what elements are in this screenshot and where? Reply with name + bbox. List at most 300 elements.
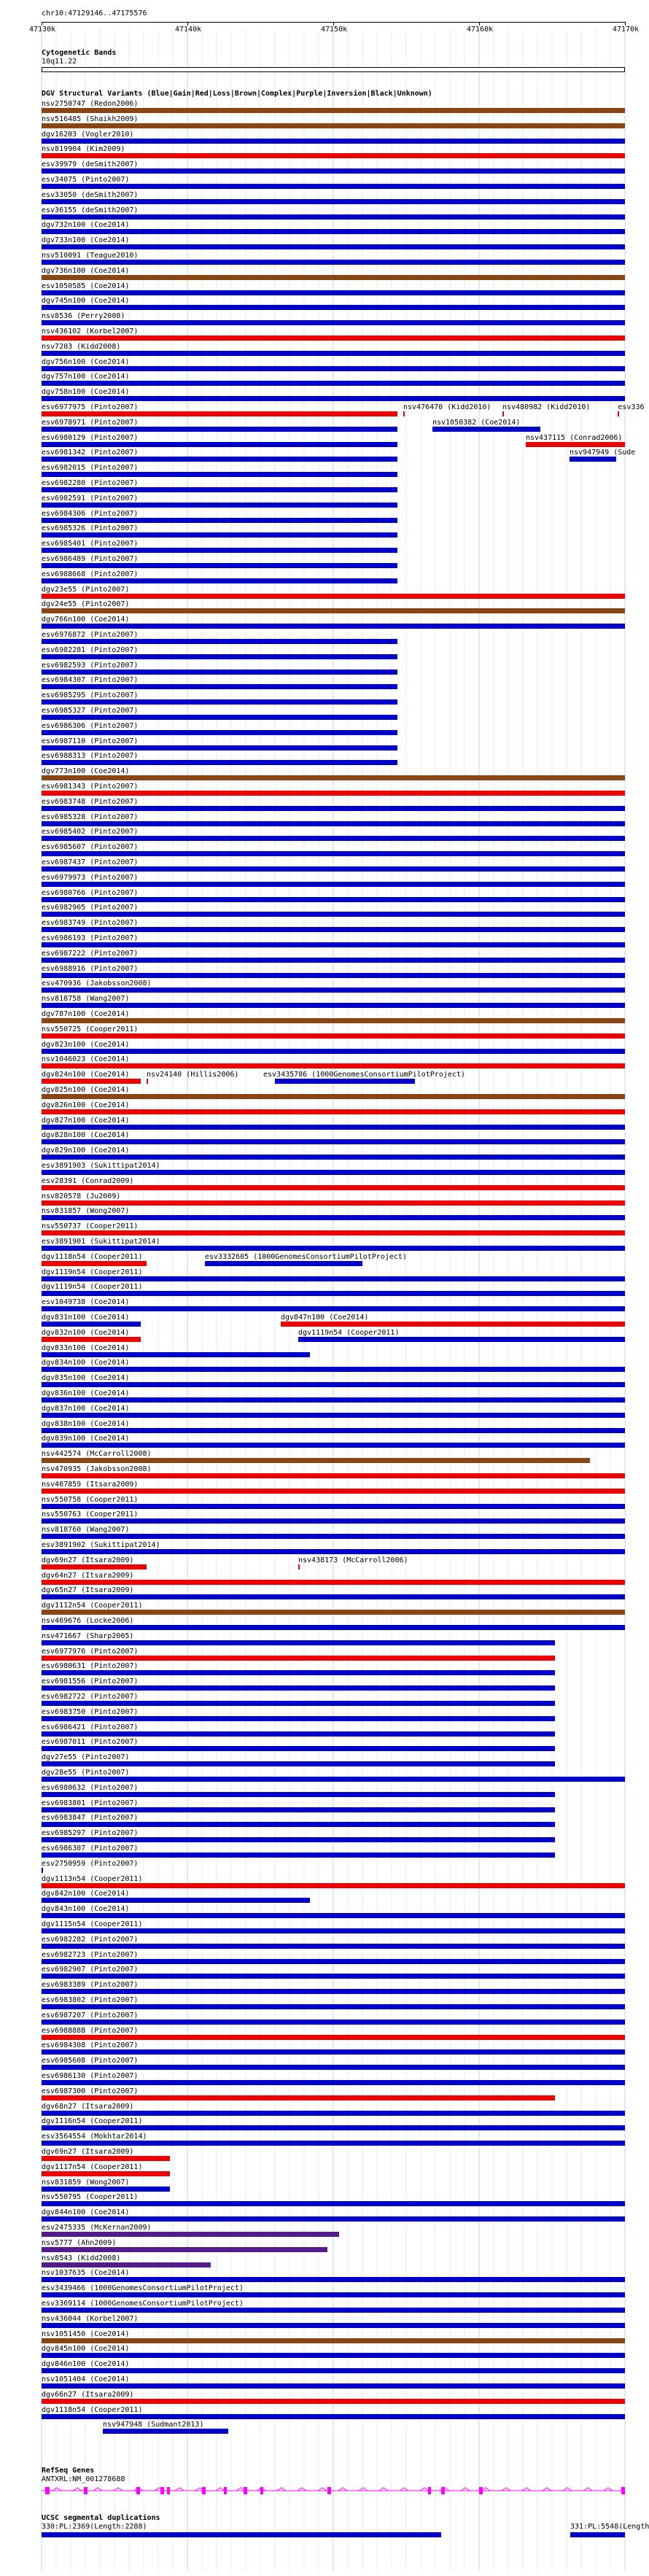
dgv-variant-label[interactable]: nsv550763 (Cooper2011) xyxy=(42,1510,139,1519)
dgv-variant-bar[interactable] xyxy=(42,1746,555,1751)
dgv-variant-label[interactable]: esv2475335 (McKernan2009) xyxy=(42,2224,152,2232)
dgv-variant-bar[interactable] xyxy=(618,411,619,416)
dgv-variant-label[interactable]: dgv842n100 (Coe2014) xyxy=(42,1890,130,1898)
exon-block[interactable] xyxy=(167,2487,170,2494)
dgv-variant-label[interactable]: nsv480982 (Kidd2010) xyxy=(502,403,591,411)
dgv-variant-bar[interactable] xyxy=(42,1200,625,1206)
dgv-variant-label[interactable]: esv6986421 (Pinto2007) xyxy=(42,1723,139,1731)
dgv-variant-bar[interactable] xyxy=(42,775,625,780)
dgv-variant-label[interactable]: esv1049738 (Coe2014) xyxy=(42,1298,130,1307)
exon-block[interactable] xyxy=(621,2487,625,2494)
dgv-variant-bar[interactable] xyxy=(42,1079,141,1084)
dgv-variant-bar[interactable] xyxy=(42,427,397,432)
dgv-variant-bar[interactable] xyxy=(42,1898,310,1903)
dgv-variant-label[interactable]: esv6979973 (Pinto2007) xyxy=(42,873,139,882)
dgv-variant-label[interactable]: dgv834n100 (Coe2014) xyxy=(42,1359,130,1367)
dgv-variant-bar[interactable] xyxy=(42,260,625,265)
dgv-variant-bar[interactable] xyxy=(42,487,397,492)
dgv-variant-label[interactable]: nsv947948 (Sudmant2013) xyxy=(103,2421,204,2429)
dgv-variant-bar[interactable] xyxy=(42,730,397,735)
dgv-variant-label[interactable]: nsv470935 (Jakobsson2008) xyxy=(42,1465,152,1473)
dgv-variant-bar[interactable] xyxy=(42,366,625,371)
cyto-band-bar[interactable] xyxy=(42,67,625,72)
dgv-variant-label[interactable]: dgv773n100 (Coe2014) xyxy=(42,767,130,776)
dgv-variant-label[interactable]: nsv820578 (Ju2009) xyxy=(42,1192,121,1200)
exon-block[interactable] xyxy=(441,2487,445,2494)
dgv-variant-bar[interactable] xyxy=(42,2383,625,2389)
dgv-variant-bar[interactable] xyxy=(205,1261,362,1266)
dgv-variant-label[interactable]: dgv736n100 (Coe2014) xyxy=(42,266,130,275)
dgv-variant-label[interactable]: nsv469676 (Locke2006) xyxy=(42,1617,134,1625)
dgv-variant-label[interactable]: nsv8543 (Kidd2008) xyxy=(42,2254,121,2262)
dgv-variant-label[interactable]: nsv1051450 (Coe2014) xyxy=(42,2329,130,2338)
dgv-variant-label[interactable]: dgv24e55 (Pinto2007) xyxy=(42,600,130,609)
ucsc-left-label[interactable]: 330:PL:2369(Length:2288) xyxy=(42,2523,147,2531)
dgv-variant-bar[interactable] xyxy=(42,1489,625,1494)
dgv-variant-bar[interactable] xyxy=(526,442,625,447)
dgv-variant-bar[interactable] xyxy=(42,2035,625,2040)
dgv-variant-bar[interactable] xyxy=(42,1413,625,1418)
dgv-variant-label[interactable]: esv470936 (Jakobsson2008) xyxy=(42,979,152,988)
dgv-variant-bar[interactable] xyxy=(42,958,625,963)
dgv-variant-bar[interactable] xyxy=(42,168,625,174)
dgv-variant-label[interactable]: esv6985607 (Pinto2007) xyxy=(42,843,139,852)
refseq-gene-model[interactable] xyxy=(42,2483,625,2498)
dgv-variant-bar[interactable] xyxy=(42,851,625,856)
dgv-variant-bar[interactable] xyxy=(42,745,397,750)
dgv-variant-label[interactable]: dgv826n100 (Coe2014) xyxy=(42,1101,130,1109)
dgv-variant-bar[interactable] xyxy=(42,153,625,158)
dgv-variant-bar[interactable] xyxy=(42,1868,43,1873)
dgv-variant-bar[interactable] xyxy=(42,942,625,947)
dgv-variant-bar[interactable] xyxy=(42,1033,625,1039)
dgv-variant-bar[interactable] xyxy=(42,1306,625,1311)
dgv-variant-bar[interactable] xyxy=(42,1170,625,1175)
dgv-variant-bar[interactable] xyxy=(42,2232,339,2237)
dgv-variant-label[interactable]: esv6985295 (Pinto2007) xyxy=(42,691,139,700)
dgv-variant-label[interactable]: esv6984308 (Pinto2007) xyxy=(42,2041,139,2050)
dgv-variant-bar[interactable] xyxy=(42,1291,625,1296)
dgv-variant-label[interactable]: nsv442574 (McCarroll2008) xyxy=(42,1450,152,1459)
dgv-variant-label[interactable]: esv6985327 (Pinto2007) xyxy=(42,707,139,715)
dgv-variant-bar[interactable] xyxy=(42,1974,625,1979)
dgv-variant-bar[interactable] xyxy=(42,1685,555,1691)
exon-block[interactable] xyxy=(428,2487,431,2494)
dgv-variant-label[interactable]: esv6986306 (Pinto2007) xyxy=(42,721,139,730)
dgv-variant-label[interactable]: esv33050 (deSmith2007) xyxy=(42,190,139,199)
dgv-variant-label[interactable]: dgv832n100 (Coe2014) xyxy=(42,1328,130,1337)
dgv-variant-label[interactable]: dgv838n100 (Coe2014) xyxy=(42,1419,130,1428)
dgv-variant-bar[interactable] xyxy=(42,1003,625,1008)
dgv-variant-bar[interactable] xyxy=(42,2368,625,2373)
dgv-variant-bar[interactable] xyxy=(42,973,625,978)
dgv-variant-label[interactable]: dgv1116n54 (Cooper2011) xyxy=(42,2117,143,2126)
dgv-variant-label[interactable]: nsv7203 (Kidd2008) xyxy=(42,342,121,351)
dgv-variant-bar[interactable] xyxy=(42,335,625,341)
dgv-variant-bar[interactable] xyxy=(42,1701,555,1706)
dgv-variant-label[interactable]: esv3891902 (Sukittipat2014) xyxy=(42,1541,160,1549)
dgv-variant-bar[interactable] xyxy=(42,1397,625,1403)
dgv-variant-bar[interactable] xyxy=(42,639,397,644)
dgv-variant-label[interactable]: esv6982280 (Pinto2007) xyxy=(42,479,139,487)
exon-block[interactable] xyxy=(160,2487,164,2494)
dgv-variant-label[interactable]: nsv2750747 (Redon2006) xyxy=(42,100,139,108)
dgv-variant-bar[interactable] xyxy=(42,2171,170,2176)
dgv-variant-label[interactable]: nsv819904 (Kim2009) xyxy=(42,145,125,154)
exon-block[interactable] xyxy=(224,2487,227,2494)
dgv-variant-label[interactable]: esv6988888 (Pinto2007) xyxy=(42,2026,139,2035)
dgv-variant-label[interactable]: esv6985328 (Pinto2007) xyxy=(42,812,139,821)
dgv-variant-label[interactable]: esv6982722 (Pinto2007) xyxy=(42,1693,139,1701)
dgv-variant-bar[interactable] xyxy=(42,654,397,659)
dgv-variant-label[interactable]: esv6987222 (Pinto2007) xyxy=(42,949,139,958)
dgv-variant-label[interactable]: esv3891903 (Sukittipat2014) xyxy=(42,1162,160,1170)
dgv-variant-bar[interactable] xyxy=(281,1322,625,1327)
dgv-variant-bar[interactable] xyxy=(42,1504,625,1509)
dgv-variant-label[interactable]: esv6982723 (Pinto2007) xyxy=(42,1950,139,1959)
dgv-variant-bar[interactable] xyxy=(42,1944,625,1949)
dgv-variant-label[interactable]: dgv758n100 (Coe2014) xyxy=(42,388,130,397)
dgv-variant-label[interactable]: esv6981556 (Pinto2007) xyxy=(42,1677,139,1686)
dgv-variant-label[interactable]: esv6985402 (Pinto2007) xyxy=(42,828,139,837)
dgv-variant-label[interactable]: esv6987437 (Pinto2007) xyxy=(42,858,139,866)
dgv-variant-bar[interactable] xyxy=(42,1837,555,1842)
dgv-variant-label[interactable]: esv6987110 (Pinto2007) xyxy=(42,737,139,745)
dgv-variant-bar[interactable] xyxy=(42,2187,170,2192)
dgv-variant-bar[interactable] xyxy=(42,988,625,993)
dgv-variant-bar[interactable] xyxy=(42,2399,625,2404)
cyto-band-label[interactable]: 10q11.22 xyxy=(42,58,77,66)
dgv-variant-label[interactable]: dgv1118n54 (Cooper2011) xyxy=(42,1252,143,1261)
dgv-variant-bar[interactable] xyxy=(42,1352,310,1357)
dgv-variant-bar[interactable] xyxy=(42,1822,555,1827)
dgv-variant-label[interactable]: esv6978971 (Pinto2007) xyxy=(42,418,139,427)
dgv-variant-label[interactable]: nsv1050382 (Coe2014) xyxy=(432,418,521,427)
dgv-variant-label[interactable]: esv2750959 (Pinto2007) xyxy=(42,1859,139,1868)
dgv-variant-bar[interactable] xyxy=(42,518,397,523)
dgv-variant-bar[interactable] xyxy=(42,1580,625,1585)
dgv-variant-bar[interactable] xyxy=(42,670,397,675)
dgv-variant-label[interactable]: esv6984306 (Pinto2007) xyxy=(42,509,139,518)
dgv-variant-label[interactable]: nsv550737 (Cooper2011) xyxy=(42,1222,139,1231)
dgv-variant-bar[interactable] xyxy=(42,1594,625,1599)
dgv-variant-bar[interactable] xyxy=(42,821,625,826)
dgv-variant-label[interactable]: dgv23e55 (Pinto2007) xyxy=(42,585,130,594)
dgv-variant-label[interactable]: esv6980766 (Pinto2007) xyxy=(42,888,139,897)
dgv-variant-label[interactable]: nsv831857 (Wong2007) xyxy=(42,1207,130,1216)
dgv-variant-label[interactable]: nsv831859 (Wong2007) xyxy=(42,2178,130,2187)
dgv-variant-bar[interactable] xyxy=(42,791,625,796)
dgv-variant-label[interactable]: esv3439466 (1000GenomesConsortiumPilotProject) xyxy=(42,2284,244,2293)
dgv-variant-bar[interactable] xyxy=(275,1079,415,1084)
dgv-variant-bar[interactable] xyxy=(42,184,625,189)
dgv-variant-bar[interactable] xyxy=(42,806,625,811)
dgv-variant-bar[interactable] xyxy=(42,624,625,629)
dgv-variant-label[interactable]: esv6980631 (Pinto2007) xyxy=(42,1662,139,1671)
dgv-variant-label[interactable]: esv6983749 (Pinto2007) xyxy=(42,919,139,928)
dgv-variant-bar[interactable] xyxy=(42,1534,625,1539)
dgv-variant-label[interactable]: dgv756n100 (Coe2014) xyxy=(42,357,130,366)
dgv-variant-label[interactable]: dgv1118n54 (Cooper2011) xyxy=(42,2405,143,2414)
dgv-variant-bar[interactable] xyxy=(42,1989,625,1994)
dgv-variant-label[interactable]: esv6983750 (Pinto2007) xyxy=(42,1707,139,1716)
dgv-variant-bar[interactable] xyxy=(42,1443,625,1448)
dgv-variant-label[interactable]: esv3891901 (Sukittipat2014) xyxy=(42,1238,160,1246)
dgv-variant-label[interactable]: dgv65n27 (Itsara2009) xyxy=(42,1586,134,1595)
exon-block[interactable] xyxy=(479,2487,483,2494)
dgv-variant-bar[interactable] xyxy=(42,2095,555,2100)
dgv-variant-bar[interactable] xyxy=(42,244,625,249)
dgv-variant-bar[interactable] xyxy=(42,1261,147,1266)
dgv-variant-bar[interactable] xyxy=(42,1549,625,1554)
dgv-variant-label[interactable]: nsv436102 (Korbel2007) xyxy=(42,327,139,335)
dgv-variant-bar[interactable] xyxy=(403,411,405,416)
dgv-variant-bar[interactable] xyxy=(42,927,625,932)
dgv-variant-label[interactable]: esv36155 (deSmith2007) xyxy=(42,206,139,214)
dgv-variant-bar[interactable] xyxy=(42,1109,625,1114)
dgv-variant-bar[interactable] xyxy=(42,1018,625,1023)
dgv-variant-bar[interactable] xyxy=(42,2323,625,2328)
dgv-variant-label[interactable]: dgv733n100 (Coe2014) xyxy=(42,236,130,245)
dgv-variant-bar[interactable] xyxy=(42,2065,625,2070)
dgv-variant-bar[interactable] xyxy=(42,1610,625,1615)
dgv-variant-bar[interactable] xyxy=(42,1094,625,1099)
exon-block[interactable] xyxy=(45,2487,50,2494)
dgv-variant-label[interactable]: esv6983389 (Pinto2007) xyxy=(42,1981,139,1990)
dgv-variant-label[interactable]: dgv845n100 (Coe2014) xyxy=(42,2345,130,2354)
exon-block[interactable] xyxy=(202,2487,206,2494)
dgv-variant-label[interactable]: esv336 xyxy=(618,403,645,411)
dgv-variant-bar[interactable] xyxy=(42,2308,625,2313)
dgv-variant-bar[interactable] xyxy=(42,2414,625,2419)
dgv-variant-label[interactable]: esv6986307 (Pinto2007) xyxy=(42,1844,139,1853)
dgv-variant-label[interactable]: dgv824n100 (Coe2014) xyxy=(42,1071,130,1079)
dgv-variant-bar[interactable] xyxy=(42,108,625,113)
dgv-variant-bar[interactable] xyxy=(42,608,625,613)
dgv-variant-label[interactable]: nsv550725 (Cooper2011) xyxy=(42,1025,139,1033)
dgv-variant-label[interactable]: esv39979 (deSmith2007) xyxy=(42,160,139,169)
dgv-variant-label[interactable]: esv34075 (Pinto2007) xyxy=(42,176,130,184)
dgv-variant-bar[interactable] xyxy=(42,472,397,477)
dgv-variant-bar[interactable] xyxy=(42,1564,147,1570)
dgv-variant-bar[interactable] xyxy=(42,684,397,689)
dgv-variant-label[interactable]: dgv16203 (Vogler2010) xyxy=(42,130,134,139)
dgv-variant-bar[interactable] xyxy=(42,1322,141,1327)
dgv-variant-bar[interactable] xyxy=(298,1564,300,1570)
dgv-variant-bar[interactable] xyxy=(42,1428,625,1433)
exon-block[interactable] xyxy=(84,2487,88,2494)
dgv-variant-bar[interactable] xyxy=(42,2049,625,2055)
dgv-variant-bar[interactable] xyxy=(42,1246,625,1251)
ucsc-left-bar[interactable] xyxy=(42,2532,441,2537)
dgv-variant-label[interactable]: nsv1046023 (Coe2014) xyxy=(42,1055,130,1064)
dgv-variant-bar[interactable] xyxy=(42,1276,625,1281)
dgv-variant-label[interactable]: esv6980129 (Pinto2007) xyxy=(42,433,139,442)
dgv-variant-bar[interactable] xyxy=(298,1337,625,1342)
dgv-variant-label[interactable]: esv6983748 (Pinto2007) xyxy=(42,797,139,806)
dgv-variant-label[interactable]: esv6988916 (Pinto2007) xyxy=(42,964,139,973)
dgv-variant-bar[interactable] xyxy=(42,2201,625,2206)
dgv-variant-bar[interactable] xyxy=(42,2156,170,2161)
dgv-variant-bar[interactable] xyxy=(42,1853,555,1858)
dgv-variant-label[interactable]: esv6985326 (Pinto2007) xyxy=(42,524,139,533)
dgv-variant-label[interactable]: dgv847n100 (Coe2014) xyxy=(281,1314,369,1322)
dgv-variant-label[interactable]: dgv843n100 (Coe2014) xyxy=(42,1905,130,1914)
dgv-variant-bar[interactable] xyxy=(42,1883,625,1888)
dgv-variant-label[interactable]: dgv757n100 (Coe2014) xyxy=(42,373,130,381)
dgv-variant-bar[interactable] xyxy=(42,2247,327,2252)
dgv-variant-bar[interactable] xyxy=(42,1155,625,1160)
dgv-variant-bar[interactable] xyxy=(42,290,625,295)
dgv-variant-label[interactable]: dgv68n27 (Itsara2009) xyxy=(42,2102,134,2111)
dgv-variant-label[interactable]: nsv471667 (Sharp2005) xyxy=(42,1632,134,1640)
dgv-variant-label[interactable]: dgv844n100 (Coe2014) xyxy=(42,2208,130,2217)
dgv-variant-label[interactable]: nsv510091 (Teague2010) xyxy=(42,252,139,260)
dgv-variant-bar[interactable] xyxy=(42,532,397,538)
dgv-variant-bar[interactable] xyxy=(42,1063,625,1068)
dgv-variant-bar[interactable] xyxy=(42,199,625,204)
dgv-variant-label[interactable]: esv6987011 (Pinto2007) xyxy=(42,1738,139,1747)
dgv-variant-label[interactable]: dgv1112n54 (Cooper2011) xyxy=(42,1602,143,1610)
refseq-track-title[interactable]: RefSeq Genes xyxy=(42,2467,95,2475)
dgv-variant-label[interactable]: nsv438173 (McCarroll2006) xyxy=(298,1556,408,1564)
dgv-variant-bar[interactable] xyxy=(42,699,397,705)
dgv-variant-label[interactable]: esv3332605 (1000GenomesConsortiumPilotProject) xyxy=(205,1252,407,1261)
dgv-variant-label[interactable]: dgv1119n54 (Cooper2011) xyxy=(42,1268,143,1276)
ucsc-right-bar[interactable] xyxy=(570,2532,625,2537)
dgv-variant-bar[interactable] xyxy=(42,275,625,280)
dgv-variant-label[interactable]: dgv835n100 (Coe2014) xyxy=(42,1374,130,1383)
ucsc-track-title[interactable]: UCSC segmental duplications xyxy=(42,2514,160,2522)
dgv-variant-bar[interactable] xyxy=(42,594,625,599)
exon-block[interactable] xyxy=(136,2487,140,2494)
dgv-variant-label[interactable]: dgv732n100 (Coe2014) xyxy=(42,221,130,230)
dgv-variant-label[interactable]: esv6982281 (Pinto2007) xyxy=(42,645,139,654)
dgv-variant-label[interactable]: nsv1037635 (Coe2014) xyxy=(42,2269,130,2278)
dgv-variant-bar[interactable] xyxy=(42,2292,625,2297)
dgv-variant-label[interactable]: esv3435786 (1000GenomesConsortiumPilotProject) xyxy=(263,1071,465,1079)
dgv-variant-bar[interactable] xyxy=(42,882,625,887)
dgv-variant-label[interactable]: esv6983802 (Pinto2007) xyxy=(42,1996,139,2004)
dgv-variant-label[interactable]: nsv550795 (Cooper2011) xyxy=(42,2193,139,2202)
dgv-variant-bar[interactable] xyxy=(42,1367,625,1372)
dgv-variant-bar[interactable] xyxy=(42,2262,211,2267)
dgv-variant-label[interactable]: esv6982907 (Pinto2007) xyxy=(42,1966,139,1974)
dgv-variant-label[interactable]: nsv516485 (Shaikh2009) xyxy=(42,115,139,123)
dgv-variant-bar[interactable] xyxy=(42,442,397,447)
dgv-variant-bar[interactable] xyxy=(42,139,625,144)
dgv-variant-label[interactable]: dgv69n27 (Itsara2009) xyxy=(42,2148,134,2156)
dgv-variant-bar[interactable] xyxy=(42,381,625,386)
dgv-variant-label[interactable]: esv6984307 (Pinto2007) xyxy=(42,676,139,685)
dgv-variant-label[interactable]: dgv836n100 (Coe2014) xyxy=(42,1389,130,1397)
exon-block[interactable] xyxy=(260,2487,263,2494)
dgv-variant-bar[interactable] xyxy=(42,1716,555,1721)
dgv-variant-label[interactable]: dgv828n100 (Coe2014) xyxy=(42,1131,130,1140)
dgv-variant-label[interactable]: esv6976872 (Pinto2007) xyxy=(42,631,139,639)
dgv-variant-label[interactable]: nsv1051404 (Coe2014) xyxy=(42,2375,130,2383)
dgv-variant-bar[interactable] xyxy=(42,715,397,720)
dgv-variant-label[interactable]: nsv8536 (Perry2008) xyxy=(42,312,125,321)
dgv-variant-label[interactable]: esv6985297 (Pinto2007) xyxy=(42,1829,139,1838)
dgv-variant-bar[interactable] xyxy=(42,2080,625,2085)
exon-block[interactable] xyxy=(327,2487,331,2494)
dgv-variant-label[interactable]: dgv823n100 (Coe2014) xyxy=(42,1040,130,1049)
dgv-variant-bar[interactable] xyxy=(42,1731,555,1737)
dgv-variant-bar[interactable] xyxy=(42,2004,625,2009)
dgv-variant-label[interactable]: esv6982905 (Pinto2007) xyxy=(42,904,139,912)
dgv-variant-bar[interactable] xyxy=(42,351,625,356)
dgv-variant-bar[interactable] xyxy=(42,411,397,416)
dgv-variant-label[interactable]: esv3564554 (Mokhtar2014) xyxy=(42,2133,147,2141)
dgv-variant-label[interactable]: esv6982282 (Pinto2007) xyxy=(42,1935,139,1944)
dgv-variant-label[interactable]: nsv947949 (Sude xyxy=(570,449,636,457)
dgv-variant-bar[interactable] xyxy=(42,1761,555,1766)
dgv-variant-label[interactable]: nsv5777 (Ahn2009) xyxy=(42,2238,117,2247)
dgv-variant-label[interactable]: esv6987300 (Pinto2007) xyxy=(42,2087,139,2095)
cyto-track-title[interactable]: Cytogenetic Bands xyxy=(42,49,117,57)
dgv-variant-bar[interactable] xyxy=(42,563,397,568)
dgv-variant-bar[interactable] xyxy=(42,2277,625,2282)
dgv-variant-bar[interactable] xyxy=(42,1518,625,1524)
dgv-variant-label[interactable]: nsv24140 (Hillis2006) xyxy=(147,1071,239,1079)
dgv-variant-bar[interactable] xyxy=(42,2338,625,2343)
dgv-variant-label[interactable]: esv6977976 (Pinto2007) xyxy=(42,1647,139,1656)
dgv-variant-bar[interactable] xyxy=(42,1139,625,1144)
dgv-variant-label[interactable]: dgv846n100 (Coe2014) xyxy=(42,2360,130,2369)
dgv-variant-bar[interactable] xyxy=(42,548,397,553)
dgv-variant-bar[interactable] xyxy=(42,229,625,234)
dgv-variant-label[interactable]: esv3369114 (1000GenomesConsortiumPilotProject) xyxy=(42,2300,244,2308)
dgv-variant-bar[interactable] xyxy=(42,1185,625,1190)
dgv-variant-label[interactable]: dgv787n100 (Coe2014) xyxy=(42,1010,130,1018)
dgv-variant-label[interactable]: esv28391 (Conrad2009) xyxy=(42,1176,134,1185)
dgv-variant-label[interactable]: esv6986130 (Pinto2007) xyxy=(42,2072,139,2080)
dgv-variant-label[interactable]: esv1050585 (Coe2014) xyxy=(42,282,130,290)
dgv-variant-label[interactable]: dgv766n100 (Coe2014) xyxy=(42,616,130,624)
dgv-variant-label[interactable]: esv6981343 (Pinto2007) xyxy=(42,783,139,791)
dgv-variant-bar[interactable] xyxy=(42,1049,625,1054)
dgv-variant-label[interactable]: dgv28e55 (Pinto2007) xyxy=(42,1769,130,1777)
dgv-variant-label[interactable]: esv6988313 (Pinto2007) xyxy=(42,752,139,761)
dgv-variant-label[interactable]: esv6985608 (Pinto2007) xyxy=(42,2057,139,2065)
dgv-variant-bar[interactable] xyxy=(42,866,625,872)
dgv-variant-label[interactable]: esv6983847 (Pinto2007) xyxy=(42,1814,139,1823)
dgv-variant-label[interactable]: dgv1115n54 (Cooper2011) xyxy=(42,1920,143,1928)
dgv-variant-label[interactable]: esv6987207 (Pinto2007) xyxy=(42,2011,139,2020)
dgv-variant-bar[interactable] xyxy=(42,1777,625,1782)
dgv-variant-label[interactable]: nsv818760 (Wang2007) xyxy=(42,1526,130,1535)
dgv-variant-bar[interactable] xyxy=(570,457,616,462)
dgv-variant-label[interactable]: dgv833n100 (Coe2014) xyxy=(42,1343,130,1352)
dgv-variant-label[interactable]: dgv839n100 (Coe2014) xyxy=(42,1435,130,1443)
dgv-variant-bar[interactable] xyxy=(42,1928,625,1933)
dgv-variant-bar[interactable] xyxy=(42,2216,625,2222)
dgv-variant-label[interactable]: nsv437115 (Conrad2006) xyxy=(526,433,623,442)
dgv-variant-label[interactable]: dgv27e55 (Pinto2007) xyxy=(42,1753,130,1762)
dgv-variant-bar[interactable] xyxy=(42,2141,625,2146)
dgv-variant-label[interactable]: esv6982591 (Pinto2007) xyxy=(42,494,139,503)
dgv-variant-bar[interactable] xyxy=(42,320,625,325)
dgv-variant-bar[interactable] xyxy=(42,1792,555,1797)
dgv-variant-bar[interactable] xyxy=(42,2020,625,2025)
dgv-variant-bar[interactable] xyxy=(432,427,540,432)
dgv-variant-label[interactable]: dgv1119n54 (Cooper2011) xyxy=(42,1283,143,1292)
dgv-variant-label[interactable]: dgv745n100 (Coe2014) xyxy=(42,297,130,306)
dgv-variant-bar[interactable] xyxy=(42,897,625,902)
dgv-variant-label[interactable]: dgv66n27 (Itsara2009) xyxy=(42,2390,134,2399)
dgv-variant-bar[interactable] xyxy=(42,1125,625,1130)
